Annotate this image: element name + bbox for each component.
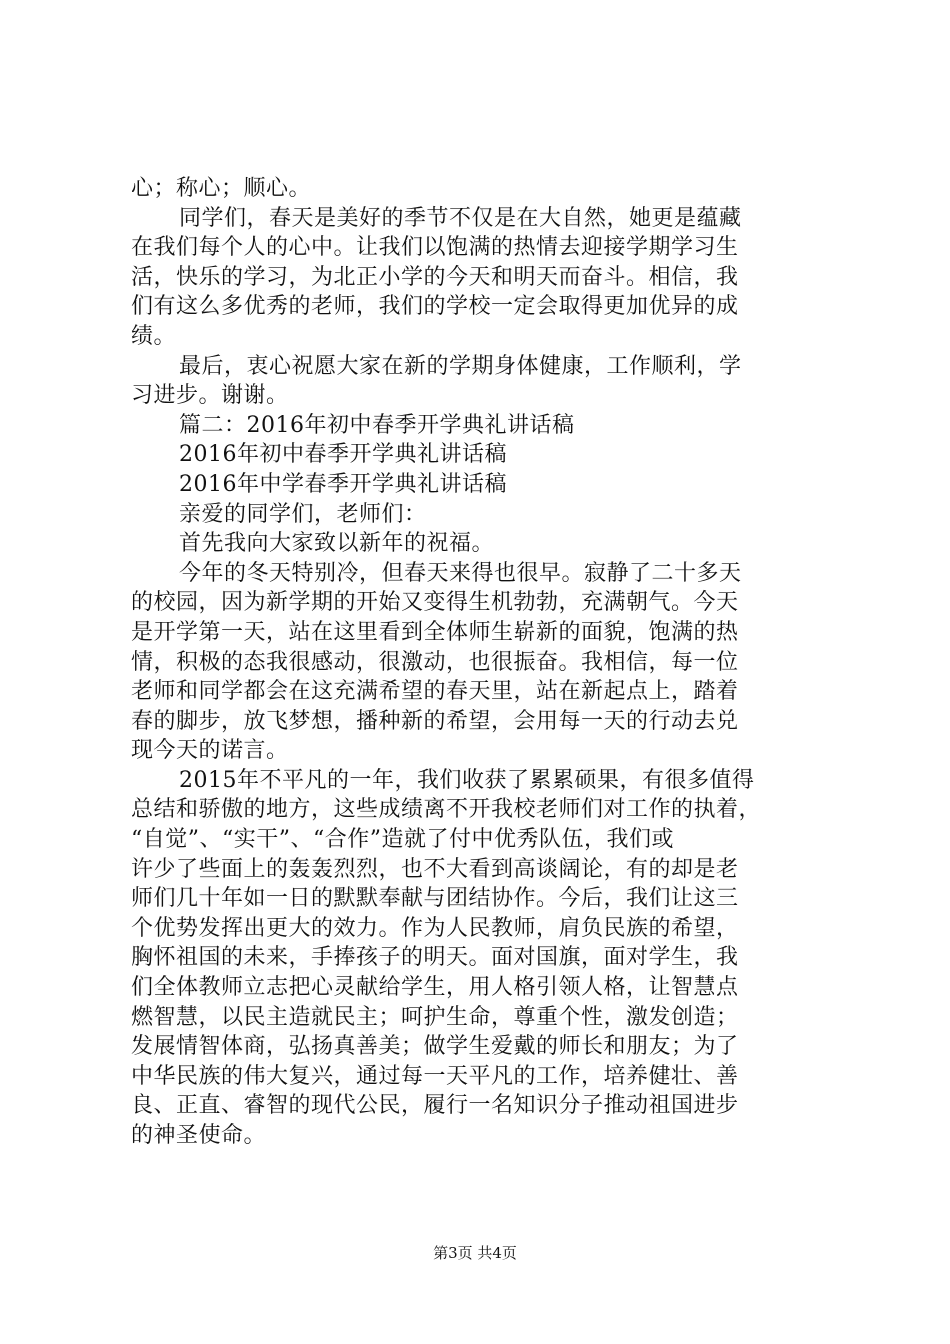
text-line: 许少了些面上的轰轰烈烈，也不大看到高谈阔论，有的却是老 bbox=[131, 856, 739, 882]
text-line: 的校园，因为新学期的开始又变得生机勃勃，充满朝气。今天 bbox=[131, 590, 739, 616]
text-line: 中华民族的伟大复兴，通过每一天平凡的工作，培养健壮、善 bbox=[131, 1063, 739, 1089]
page-footer: 第3页 共4页 bbox=[433, 1244, 517, 1262]
text-line: 活，快乐的学习，为北正小学的今天和明天而奋斗。相信，我 bbox=[131, 264, 739, 290]
text-line: 2015年不平凡的一年，我们收获了累累硕果，有很多值得 bbox=[179, 767, 755, 793]
text-line: 2016年初中春季开学典礼讲话稿 bbox=[179, 442, 507, 468]
text-line: 绩。 bbox=[131, 323, 177, 349]
text-line: 今年的冬天特别冷，但春天来得也很早。寂静了二十多天 bbox=[179, 560, 742, 586]
text-line: 发展情智体商，弘扬真善美；做学生爱戴的师长和朋友；为了 bbox=[131, 1034, 739, 1060]
text-line: 们全体教师立志把心灵献给学生，用人格引领人格，让智慧点 bbox=[131, 975, 739, 1001]
text-line: 现今天的诺言。 bbox=[131, 738, 289, 764]
text-line: 们有这么多优秀的老师，我们的学校一定会取得更加优异的成 bbox=[131, 294, 739, 320]
text-line: 2016年中学春季开学典礼讲话稿 bbox=[179, 471, 507, 497]
text-line: 胸怀祖国的未来，手捧孩子的明天。面对国旗，面对学生，我 bbox=[131, 945, 739, 971]
text-line: 的神圣使命。 bbox=[131, 1123, 267, 1148]
document-body bbox=[131, 174, 831, 1151]
text-line: “自觉”、“实干”、“合作”造就了付中优秀队伍，我们或 bbox=[131, 827, 674, 853]
text-line: 个优势发挥出更大的效力。作为人民教师，肩负民族的希望， bbox=[131, 915, 739, 941]
text-line: 首先我向大家致以新年的祝福。 bbox=[179, 531, 495, 557]
text-line: 情，积极的态我很感动，很激动，也很振奋。我相信，每一位 bbox=[131, 649, 739, 675]
text-line: 是开学第一天，站在这里看到全体师生崭新的面貌，饱满的热 bbox=[131, 619, 739, 645]
text-line: 心；称心；顺心。 bbox=[131, 176, 312, 201]
text-line: 师们几十年如一日的默默奉献与团结协作。今后，我们让这三 bbox=[131, 886, 739, 912]
text-line: 总结和骄傲的地方，这些成绩离不开我校老师们对工作的执着， bbox=[131, 797, 762, 823]
text-line: 在我们每个人的心中。让我们以饱满的热情去迎接学期学习生 bbox=[131, 235, 739, 261]
text-line: 亲爱的同学们，老师们： bbox=[179, 501, 427, 527]
text-line: 燃智慧，以民主造就民主；呵护生命，尊重个性，激发创造； bbox=[131, 1004, 739, 1030]
text-line: 良、正直、睿智的现代公民，履行一名知识分子推动祖国进步 bbox=[131, 1093, 739, 1119]
text-line: 习进步。谢谢。 bbox=[131, 383, 289, 409]
text-line: 春的脚步，放飞梦想，播种新的希望，会用每一天的行动去兑 bbox=[131, 708, 739, 734]
text-line: 最后，衷心祝愿大家在新的学期身体健康，工作顺利，学 bbox=[179, 353, 742, 379]
text-line: 老师和同学都会在这充满希望的春天里，站在新起点上，踏着 bbox=[131, 679, 739, 705]
text-line: 篇二：2016年初中春季开学典礼讲话稿 bbox=[179, 412, 575, 438]
text-line: 同学们，春天是美好的季节不仅是在大自然，她更是蕴藏 bbox=[179, 205, 742, 231]
